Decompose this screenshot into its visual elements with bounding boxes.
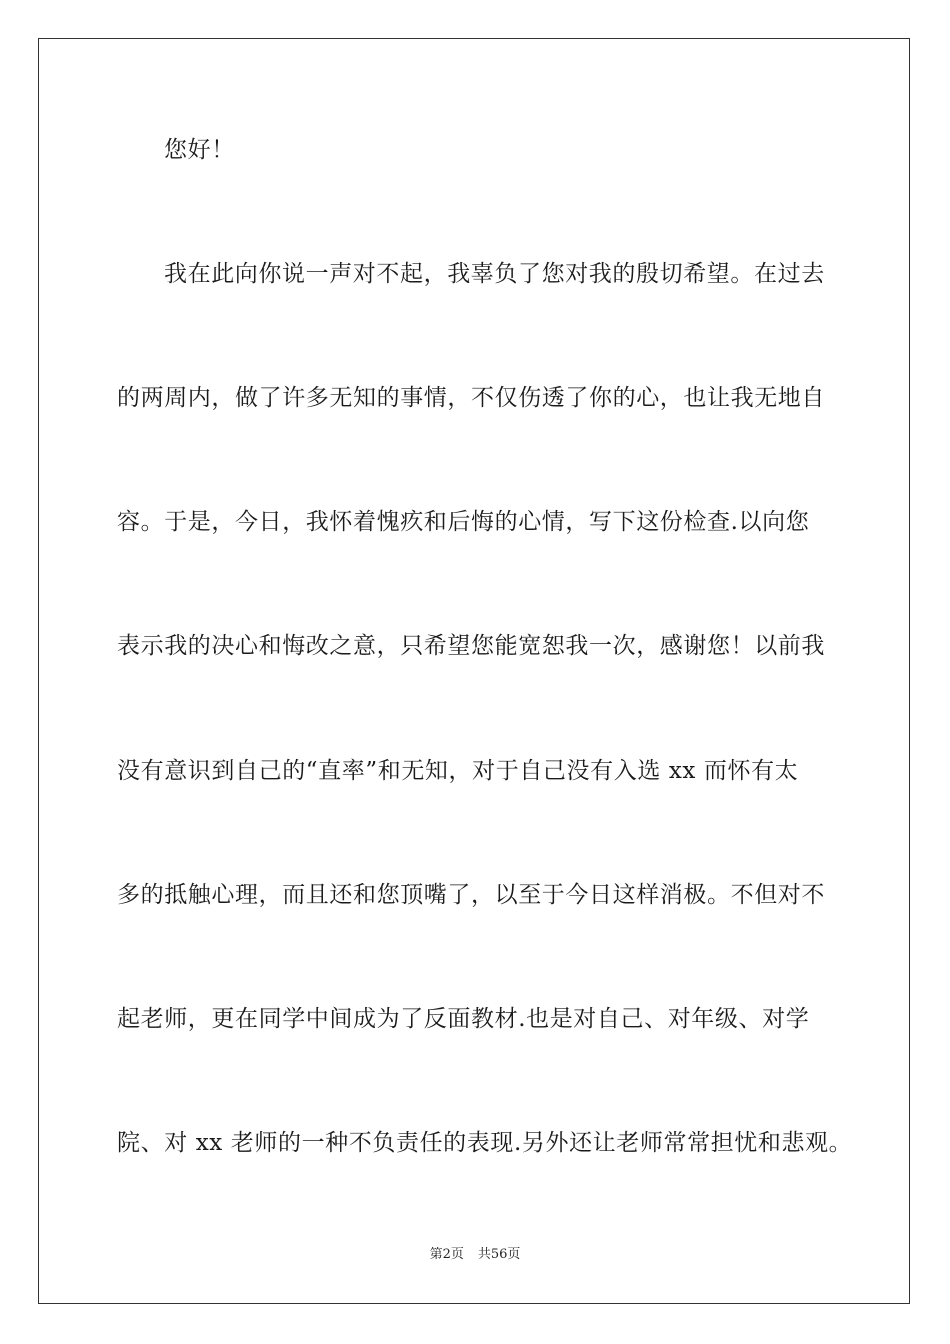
page-footer (0, 1246, 950, 1264)
page-total: 共56页 (477, 1247, 521, 1262)
greeting-text: 您好！ (164, 137, 235, 163)
page-number: 第2页 (429, 1247, 464, 1262)
paragraph-line-5: 没有意识到自己的“直率”和无知，对于自己没有入选 xx 而怀有太 (117, 758, 799, 784)
paragraph-line-8: 院、对 xx 老师的一种不负责任的表现.另外还让老师常常担忧和悲观。 (117, 1130, 853, 1156)
paragraph-line-3: 容。于是，今日，我怀着愧疚和后悔的心情，写下这份检查.以向您 (117, 509, 810, 535)
paragraph-line-7: 起老师，更在同学中间成为了反面教材.也是对自己、对年级、对学 (117, 1006, 810, 1032)
paragraph-line-1: 我在此向你说一声对不起，我辜负了您对我的殷切希望。在过去 (164, 261, 825, 287)
page-border (38, 38, 910, 1304)
paragraph-line-6: 多的抵触心理，而且还和您顶嘴了，以至于今日这样消极。不但对不 (117, 882, 825, 908)
paragraph-line-2: 的两周内，做了许多无知的事情，不仅伤透了你的心，也让我无地自 (117, 385, 825, 411)
paragraph-line-4: 表示我的决心和悔改之意，只希望您能宽恕我一次，感谢您！以前我 (117, 633, 825, 659)
